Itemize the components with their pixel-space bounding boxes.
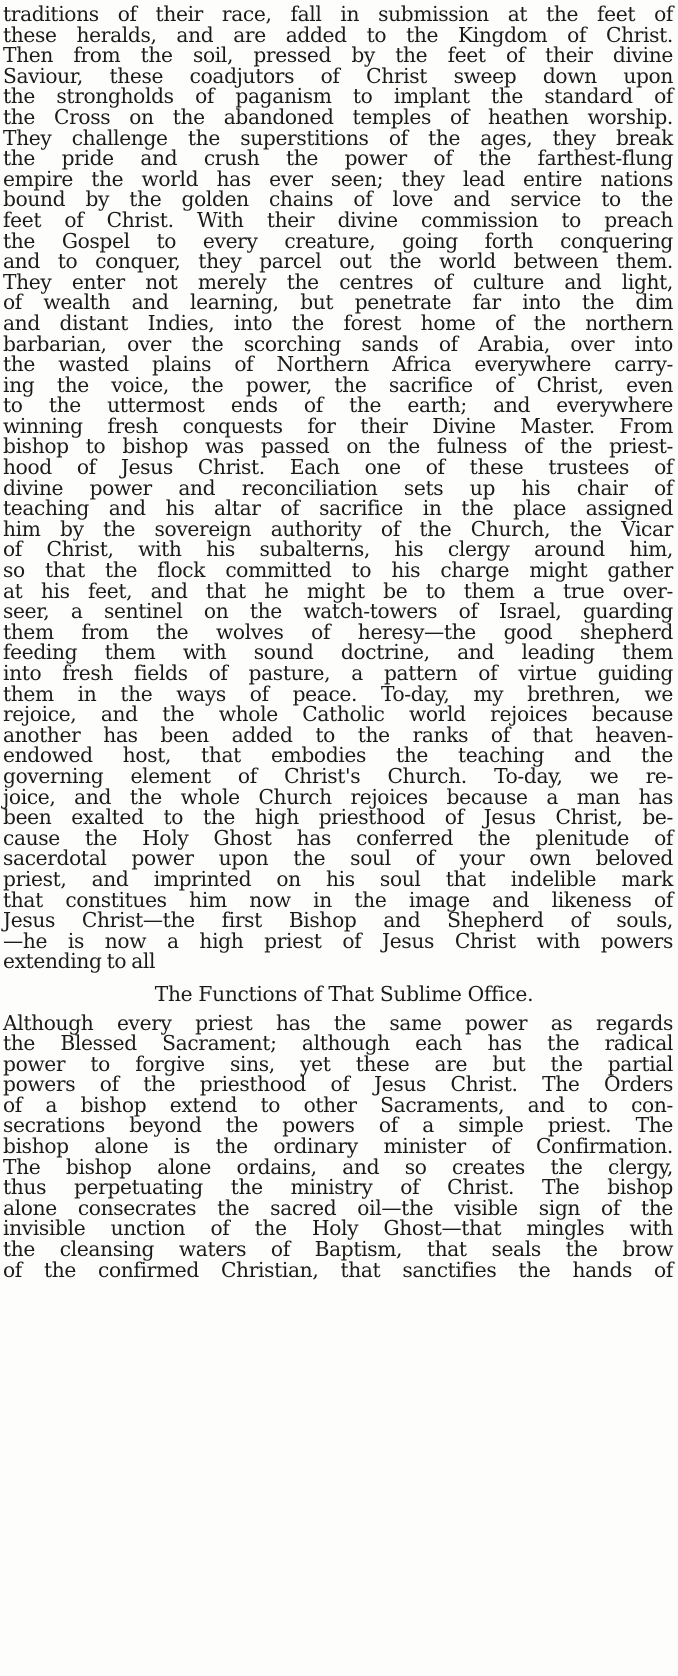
text-line: teaching and his altar of sacrifice in the place assigned <box>3 496 673 521</box>
text-line: rejoice, and the whole Catholic world rejoices because <box>3 702 673 727</box>
text-line: empire the world has ever seen; they lead entire nations <box>3 166 673 191</box>
text-line: Although every priest has the same power as regards <box>3 1010 673 1035</box>
article-column <box>3 4 673 1280</box>
article-paragraph <box>3 1010 673 1282</box>
text-line: of a bishop extend to other Sacraments, and to con- <box>3 1092 673 1117</box>
text-line: invisible unction of the Holy Ghost—that mingles with <box>3 1216 673 1241</box>
text-line: so that the flock committed to his charge might gather <box>3 558 673 583</box>
text-line: bishop to bishop was passed on the fulness of the priest- <box>3 434 673 459</box>
text-line: divine power and reconciliation sets up his chair of <box>3 475 673 500</box>
text-line: Saviour, these coadjutors of Christ sweep down upon <box>3 63 673 88</box>
text-line: the cleansing waters of Baptism, that seals the brow <box>3 1237 673 1262</box>
text-line: the pride and crush the power of the farthest-flung <box>3 146 673 171</box>
text-line: thus perpetuating the ministry of Christ. The bishop <box>3 1175 673 1200</box>
text-line: of Christ, with his subalterns, his clergy around him, <box>3 537 673 562</box>
text-line: priest, and imprinted on his soul that indelible mark <box>3 866 673 891</box>
text-line: him by the sovereign authority of the Church, the Vicar <box>3 516 673 541</box>
text-line: winning fresh conquests for their Divine Master. From <box>3 413 673 438</box>
section-heading: The Functions of That Sublime Office. <box>154 981 534 1006</box>
text-line: and distant Indies, into the forest home of the northern <box>3 310 673 335</box>
text-line: into fresh fields of pasture, a pattern of virtue guiding <box>3 661 673 685</box>
text-line: hood of Jesus Christ. Each one of these trustees of <box>3 455 673 480</box>
text-line: power to forgive sins, yet these are but the partial <box>3 1051 673 1076</box>
text-line: the Cross on the abandoned temples of heathen worship. <box>3 104 673 129</box>
text-line: bishop alone is the ordinary minister of Confirmation. <box>3 1134 673 1159</box>
text-line: feet of Christ. With their divine commission to preach <box>3 207 673 232</box>
text-line: been exalted to the high priesthood of Jesus Christ, be- <box>3 805 673 830</box>
text-line: of the confirmed Christian, that sanctifies the hands of <box>3 1257 673 1282</box>
text-line: them in the ways of peace. To-day, my brethren, we <box>3 681 673 706</box>
text-line: seer, a sentinel on the watch-towers of Israel, guarding <box>3 599 673 624</box>
text-line: endowed host, that embodies the teaching and the <box>3 743 673 768</box>
text-line: The bishop alone ordains, and so creates the clergy, <box>3 1154 673 1179</box>
text-line: the wasted plains of Northern Africa everywhere carry- <box>3 352 673 377</box>
text-line: Jesus Christ—the first Bishop and Shepherd of souls, <box>3 908 673 933</box>
text-line: joice, and the whole Church rejoices because a man has <box>3 784 673 809</box>
text-line: They challenge the superstitions of the ages, they break <box>3 125 673 150</box>
text-line: alone consecrates the sacred oil—the visible sign of the <box>3 1195 673 1220</box>
text-line: feeding them with sound doctrine, and leading them <box>3 640 673 665</box>
text-line: barbarian, over the scorching sands of Arabia, over into <box>3 331 673 356</box>
text-line: secrations beyond the powers of a simple priest. The <box>3 1113 673 1138</box>
text-line: the Gospel to every creature, going forth conquering <box>3 228 673 253</box>
text-line: at his feet, and that he might be to them a true over- <box>3 578 673 603</box>
text-line: and to conquer, they parcel out the world between them. <box>3 249 673 274</box>
text-line: to the uttermost ends of the earth; and everywhere <box>3 393 673 418</box>
text-line: —he is now a high priest of Jesus Christ with powers <box>3 928 673 953</box>
text-line: sacerdotal power upon the soul of your own beloved <box>3 846 673 871</box>
text-line: that constitues him now in the image and likeness of <box>3 887 673 912</box>
text-line: the strongholds of paganism to implant the standard of <box>3 84 673 109</box>
text-line: of wealth and learning, but penetrate far into the dim <box>3 290 673 315</box>
text-line: bound by the golden chains of love and service to the <box>3 187 673 212</box>
text-line: Then from the soil, pressed by the feet of their divine <box>3 43 673 68</box>
text-line: extending to all <box>3 949 156 974</box>
text-line: governing element of Christ's Church. To-day, we re- <box>3 763 673 788</box>
text-line: these heralds, and are added to the Kingdom of Christ. <box>3 22 673 47</box>
text-line: ing the voice, the power, the sacrifice of Christ, even <box>3 372 673 397</box>
text-line: They enter not merely the centres of culture and light, <box>3 269 673 294</box>
text-line: cause the Holy Ghost has conferred the plenitude of <box>3 825 673 850</box>
text-line: traditions of their race, fall in submission at the feet of <box>3 2 673 26</box>
text-line: them from the wolves of heresy—the good shepherd <box>3 619 673 644</box>
text-line: powers of the priesthood of Jesus Christ. The Orders <box>3 1072 673 1097</box>
text-line: another has been added to the ranks of that heaven- <box>3 722 673 747</box>
article-paragraph <box>3 4 673 972</box>
text-line: the Blessed Sacrament; although each has the radical <box>3 1031 673 1056</box>
